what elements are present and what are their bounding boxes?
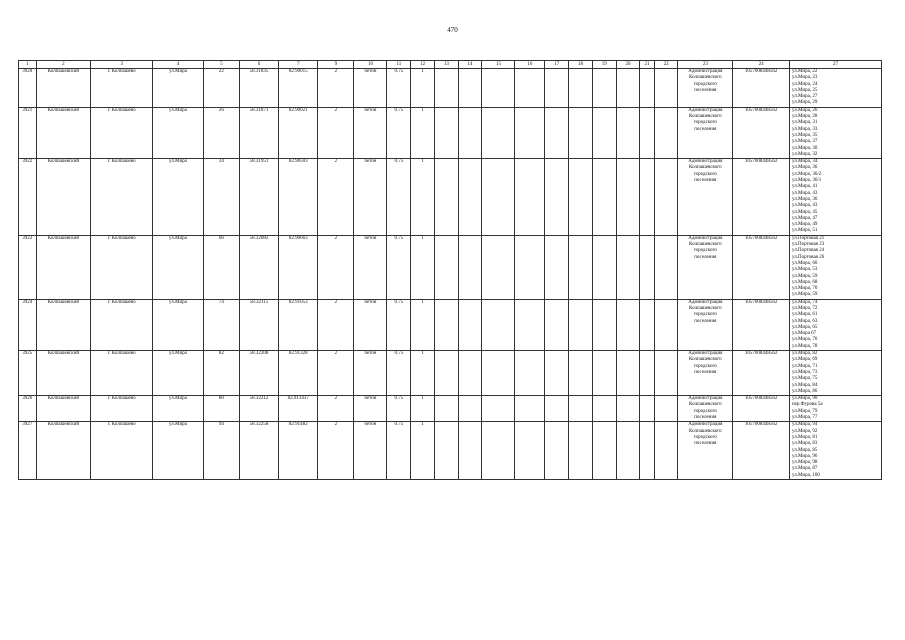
empty-cell — [569, 159, 593, 236]
empty-cell — [640, 107, 654, 158]
addresses-cell: ул.Мира, 26 ул.Мира, 28 ул.Мира, 31 ул.Мира, 33 ул.Мира, 35 ул.Мира, 37 ул.Мира, 30 ул.Мира, 32 — [789, 107, 881, 158]
longitude-cell: 82.90015 — [279, 69, 318, 108]
empty-cell — [654, 159, 678, 236]
col12-cell: 1 — [411, 422, 435, 480]
empty-cell — [640, 159, 654, 236]
table-row — [19, 422, 882, 480]
house-cell: 22 — [203, 69, 239, 108]
owner-cell: Администрация Колпашевского городского поселения — [678, 422, 733, 480]
addresses-cell: ул.Мира, 94 ул.Мира, 92 ул.Мира, 81 ул.Мира, 83 ул.Мира, 85 ул.Мира, 96 ул.Мира, 98 ул.Мира, 87 ул.Мира, 100 — [789, 422, 881, 480]
street-cell: ул.Мира — [153, 396, 204, 422]
column-number-12: 12 — [411, 61, 435, 69]
table-row — [19, 107, 882, 158]
record-id: 3924 — [19, 299, 37, 350]
empty-cell — [654, 107, 678, 158]
addresses-cell: ул.Мира, 22 ул.Мира, 23 ул.Мира, 24 ул.Мира, 25 ул.Мира, 27 ул.Мира, 29 — [789, 69, 881, 108]
empty-cell — [640, 351, 654, 396]
addresses-cell: ул.Мира, 90 пер.Фурова 5а ул.Мира, 79 ул.Мира, 77 — [789, 396, 881, 422]
empty-cell — [569, 235, 593, 299]
col12-cell: 1 — [411, 235, 435, 299]
empty-cell — [592, 235, 616, 299]
empty-cell — [515, 351, 545, 396]
material-cell: бетон — [354, 299, 387, 350]
column-number-16: 16 — [515, 61, 545, 69]
empty-cell — [515, 159, 545, 236]
empty-cell — [592, 396, 616, 422]
column-number-22: 22 — [654, 61, 678, 69]
empty-cell — [458, 107, 482, 158]
column-number-21: 21 — [640, 61, 654, 69]
col9-cell: 2 — [318, 351, 354, 396]
registry-table — [18, 60, 882, 480]
table-row — [19, 69, 882, 108]
empty-cell — [482, 235, 515, 299]
owner-cell: Администрация Колпашевского городского поселения — [678, 396, 733, 422]
empty-cell — [458, 422, 482, 480]
empty-cell — [569, 107, 593, 158]
column-number-18: 18 — [569, 61, 593, 69]
empty-cell — [545, 351, 569, 396]
material-cell: бетон — [354, 69, 387, 108]
district-cell: Колпашевский — [36, 396, 91, 422]
longitude-cell: 82.90503 — [279, 159, 318, 236]
record-id: 3925 — [19, 351, 37, 396]
district-cell: Колпашевский — [36, 159, 91, 236]
col9-cell: 2 — [318, 422, 354, 480]
col11-cell: 0.75 — [387, 351, 411, 396]
col9-cell: 2 — [318, 107, 354, 158]
longitude-cell: 82.90663 — [279, 235, 318, 299]
latitude-cell: 58.32212 — [239, 396, 278, 422]
material-cell: бетон — [354, 235, 387, 299]
material-cell: бетон — [354, 351, 387, 396]
inn-cell: 1057008448562 — [733, 107, 790, 158]
column-number-19: 19 — [592, 61, 616, 69]
district-cell: Колпашевский — [36, 69, 91, 108]
empty-cell — [515, 299, 545, 350]
house-cell: 94 — [203, 422, 239, 480]
city-cell: г. Колпашево — [91, 422, 153, 480]
empty-cell — [434, 351, 458, 396]
city-cell: г. Колпашево — [91, 159, 153, 236]
addresses-cell: ул.Мира, 74 ул.Мира, 72 ул.Мира, 61 ул.Мира, 63 ул.Мира, 65 ул.Мира 67 ул.Мира, 76 ул.Мира, 78 — [789, 299, 881, 350]
house-cell: 82 — [203, 351, 239, 396]
column-number-14: 14 — [458, 61, 482, 69]
empty-cell — [569, 69, 593, 108]
empty-cell — [515, 235, 545, 299]
column-number-1: 1 — [19, 61, 37, 69]
house-cell: 26 — [203, 107, 239, 158]
empty-cell — [616, 69, 640, 108]
page-number: 470 — [447, 26, 458, 34]
city-cell: г. Колпашево — [91, 235, 153, 299]
empty-cell — [515, 69, 545, 108]
inn-cell: 1057008448562 — [733, 351, 790, 396]
latitude-cell: 58.32115 — [239, 299, 278, 350]
empty-cell — [545, 107, 569, 158]
column-number-2: 2 — [36, 61, 91, 69]
city-cell: г. Колпашево — [91, 299, 153, 350]
col9-cell: 2 — [318, 235, 354, 299]
empty-cell — [434, 107, 458, 158]
column-number-27: 27 — [789, 61, 881, 69]
empty-cell — [482, 422, 515, 480]
empty-cell — [569, 351, 593, 396]
house-cell: 80 — [203, 396, 239, 422]
record-id: 3920 — [19, 69, 37, 108]
empty-cell — [458, 235, 482, 299]
latitude-cell: 58.32082 — [239, 235, 278, 299]
addresses-cell: ул.Мира, 34 ул.Мира, 36 ул.Мира, 36/2 ул.Мира, 36/1 ул.Мира, 41 ул.Мира, 43 ул.Мира, 36 ул.Мира, 43 ул.Мира, 45 ул.Мира, 47 ул.Мира, 49 ул.Мира, 51 — [789, 159, 881, 236]
district-cell: Колпашевский — [36, 422, 91, 480]
empty-cell — [434, 422, 458, 480]
col12-cell: 1 — [411, 351, 435, 396]
column-number-5: 5 — [203, 61, 239, 69]
empty-cell — [458, 396, 482, 422]
empty-cell — [482, 299, 515, 350]
column-number-11: 11 — [387, 61, 411, 69]
column-number-4: 4 — [153, 61, 204, 69]
table-row — [19, 299, 882, 350]
column-number-7: 7 — [279, 61, 318, 69]
empty-cell — [640, 235, 654, 299]
empty-cell — [640, 299, 654, 350]
empty-cell — [616, 351, 640, 396]
column-number-17: 17 — [545, 61, 569, 69]
empty-cell — [482, 351, 515, 396]
col11-cell: 0.75 — [387, 396, 411, 422]
longitude-cell: 82.91482 — [279, 422, 318, 480]
empty-cell — [654, 299, 678, 350]
owner-cell: Администрация Колпашевского городского поселения — [678, 351, 733, 396]
empty-cell — [616, 235, 640, 299]
table-row — [19, 235, 882, 299]
longitude-cell: 82.91328 — [279, 351, 318, 396]
empty-cell — [482, 69, 515, 108]
inn-cell: 1057008448562 — [733, 235, 790, 299]
empty-cell — [458, 69, 482, 108]
column-number-15: 15 — [482, 61, 515, 69]
empty-cell — [434, 159, 458, 236]
house-cell: 34 — [203, 159, 239, 236]
inn-cell: 1057008448562 — [733, 69, 790, 108]
empty-cell — [458, 351, 482, 396]
house-cell: 66 — [203, 235, 239, 299]
table-row — [19, 396, 882, 422]
street-cell: ул.Мира — [153, 69, 204, 108]
empty-cell — [592, 107, 616, 158]
empty-cell — [654, 422, 678, 480]
material-cell: бетон — [354, 422, 387, 480]
col11-cell: 0.75 — [387, 159, 411, 236]
column-number-3: 3 — [91, 61, 153, 69]
district-cell: Колпашевский — [36, 351, 91, 396]
owner-cell: Администрация Колпашевского городского поселения — [678, 159, 733, 236]
empty-cell — [434, 396, 458, 422]
empty-cell — [654, 69, 678, 108]
record-id: 3923 — [19, 235, 37, 299]
owner-cell: Администрация Колпашевского городского поселения — [678, 299, 733, 350]
empty-cell — [616, 396, 640, 422]
table-row — [19, 159, 882, 236]
street-cell: ул.Мира — [153, 351, 204, 396]
empty-cell — [592, 159, 616, 236]
street-cell: ул.Мира — [153, 235, 204, 299]
empty-cell — [640, 396, 654, 422]
empty-cell — [654, 396, 678, 422]
material-cell: бетон — [354, 396, 387, 422]
inn-cell: 1057008448562 — [733, 396, 790, 422]
empty-cell — [545, 235, 569, 299]
street-cell: ул.Мира — [153, 107, 204, 158]
empty-cell — [515, 396, 545, 422]
addresses-cell: ул.Портовая 21 ул.Портовая 23 ул.Портовая 24 ул.Портовая 26 ул.Мира, 66 ул.Мира, 53 ул.Мира, 59 ул.Мира, 68 ул.Мира, 70 ул.Мира, 59 — [789, 235, 881, 299]
record-id: 3922 — [19, 159, 37, 236]
empty-cell — [616, 159, 640, 236]
owner-cell: Администрация Колпашевского городского поселения — [678, 107, 733, 158]
col11-cell: 0.75 — [387, 107, 411, 158]
street-cell: ул.Мира — [153, 422, 204, 480]
empty-cell — [569, 422, 593, 480]
empty-cell — [515, 107, 545, 158]
latitude-cell: 58.32208 — [239, 351, 278, 396]
column-number-13: 13 — [434, 61, 458, 69]
owner-cell: Администрация Колпашевского городского поселения — [678, 235, 733, 299]
empty-cell — [569, 299, 593, 350]
column-number-24: 24 — [733, 61, 790, 69]
empty-cell — [592, 69, 616, 108]
district-cell: Колпашевский — [36, 107, 91, 158]
empty-cell — [616, 107, 640, 158]
empty-cell — [434, 69, 458, 108]
addresses-cell: ул.Мира, 82 ул.Мира, 69 ул.Мира, 71 ул.Мира, 73 ул.Мира, 75 ул.Мира, 84 ул.Мира, 86 — [789, 351, 881, 396]
col11-cell: 0.75 — [387, 422, 411, 480]
empty-cell — [654, 235, 678, 299]
record-id: 3926 — [19, 396, 37, 422]
street-cell: ул.Мира — [153, 159, 204, 236]
city-cell: г. Колпашево — [91, 351, 153, 396]
record-id: 3921 — [19, 107, 37, 158]
city-cell: г. Колпашево — [91, 107, 153, 158]
empty-cell — [434, 235, 458, 299]
column-number-23: 23 — [678, 61, 733, 69]
empty-cell — [434, 299, 458, 350]
empty-cell — [640, 69, 654, 108]
record-id: 3927 — [19, 422, 37, 480]
latitude-cell: 58.31951 — [239, 159, 278, 236]
empty-cell — [592, 422, 616, 480]
col11-cell: 0.75 — [387, 235, 411, 299]
col9-cell: 2 — [318, 69, 354, 108]
col12-cell: 1 — [411, 299, 435, 350]
empty-cell — [458, 159, 482, 236]
empty-cell — [482, 107, 515, 158]
house-cell: 74 — [203, 299, 239, 350]
col9-cell: 2 — [318, 396, 354, 422]
column-number-20: 20 — [616, 61, 640, 69]
col12-cell: 1 — [411, 69, 435, 108]
latitude-cell: 58.31835 — [239, 69, 278, 108]
registry-body — [19, 61, 882, 480]
empty-cell — [592, 299, 616, 350]
longitude-cell: 82.913437 — [279, 396, 318, 422]
empty-cell — [616, 422, 640, 480]
owner-cell: Администрация Колпашевского городского поселения — [678, 69, 733, 108]
empty-cell — [545, 69, 569, 108]
empty-cell — [458, 299, 482, 350]
col12-cell: 1 — [411, 107, 435, 158]
column-number-row — [19, 61, 882, 69]
street-cell: ул.Мира — [153, 299, 204, 350]
column-number-10: 10 — [354, 61, 387, 69]
empty-cell — [592, 351, 616, 396]
longitude-cell: 82.90021 — [279, 107, 318, 158]
latitude-cell: 58.32258 — [239, 422, 278, 480]
empty-cell — [515, 422, 545, 480]
empty-cell — [545, 159, 569, 236]
col12-cell: 1 — [411, 396, 435, 422]
empty-cell — [640, 422, 654, 480]
empty-cell — [482, 159, 515, 236]
latitude-cell: 58.31871 — [239, 107, 278, 158]
col11-cell: 0.75 — [387, 69, 411, 108]
district-cell: Колпашевский — [36, 299, 91, 350]
col12-cell: 1 — [411, 159, 435, 236]
empty-cell — [569, 396, 593, 422]
empty-cell — [482, 396, 515, 422]
empty-cell — [654, 351, 678, 396]
city-cell: г. Колпашево — [91, 69, 153, 108]
city-cell: г. Колпашево — [91, 396, 153, 422]
inn-cell: 1057008448562 — [733, 299, 790, 350]
material-cell: бетон — [354, 107, 387, 158]
inn-cell: 1057008448562 — [733, 422, 790, 480]
col9-cell: 2 — [318, 299, 354, 350]
empty-cell — [545, 299, 569, 350]
empty-cell — [545, 422, 569, 480]
column-number-9: 9 — [318, 61, 354, 69]
col11-cell: 0.75 — [387, 299, 411, 350]
table-row — [19, 351, 882, 396]
district-cell: Колпашевский — [36, 235, 91, 299]
column-number-6: 6 — [239, 61, 278, 69]
empty-cell — [545, 396, 569, 422]
col9-cell: 2 — [318, 159, 354, 236]
inn-cell: 1057008448562 — [733, 159, 790, 236]
material-cell: бетон — [354, 159, 387, 236]
empty-cell — [616, 299, 640, 350]
longitude-cell: 82.91053 — [279, 299, 318, 350]
